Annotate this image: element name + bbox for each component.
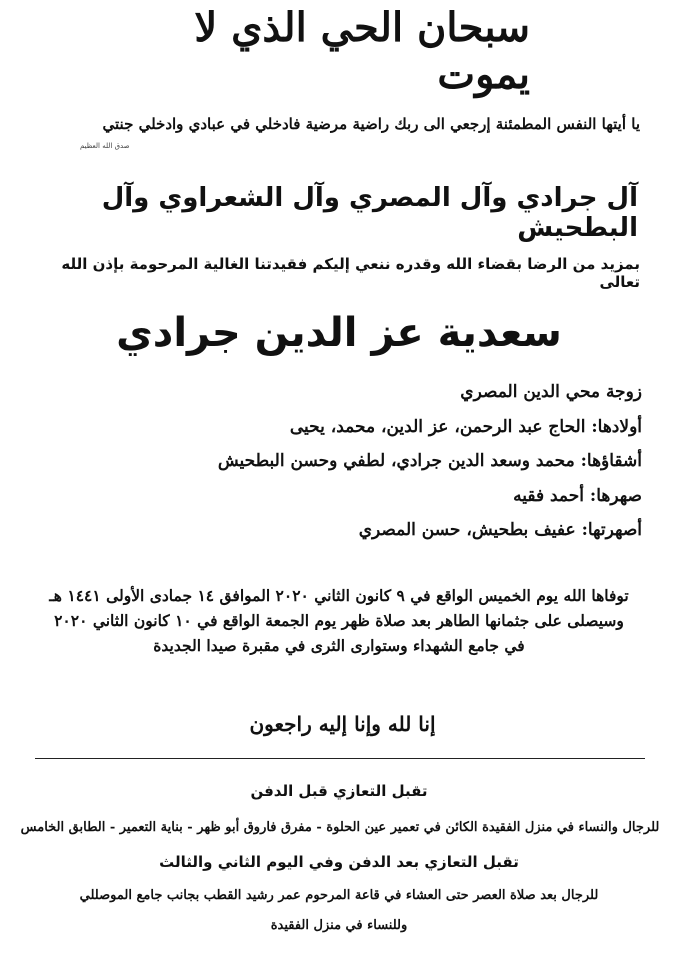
families-heading: آل جرادي وآل المصري وآل الشعراوي وآل البطحيش bbox=[101, 183, 638, 243]
funeral-prayer-line: وسيصلى على جثمانها الطاهر بعد صلاة ظهر يوم الجمعة الواقع في ١٠ كانون الثاني ٢٠٢٠ bbox=[54, 611, 624, 630]
death-date-line: توفاها الله يوم الخميس الواقع في ٩ كانون الثاني ٢٠٢٠ الموافق ١٤ جمادى الأولى ١٤٤١ هـ bbox=[49, 586, 629, 605]
verse-attribution: صدق الله العظيم bbox=[80, 142, 130, 150]
relative-line-husband: زوجة محي الدين المصري bbox=[460, 382, 642, 402]
closing-calligraphy: إنا لله وإنا إليه راجعون bbox=[249, 712, 436, 736]
death-details bbox=[0, 583, 678, 658]
burial-line: في جامع الشهداء وستوارى الثرى في مقبرة صيدا الجديدة bbox=[153, 636, 525, 655]
header-calligraphy: سبحان الحي الذي لا يموت bbox=[194, 4, 530, 98]
deceased-name: سعدية عز الدين جرادي bbox=[116, 310, 562, 356]
relative-line-son-in-law: صهرها: أحمد فقيه bbox=[513, 485, 642, 506]
condolences-after-men: للرجال بعد صلاة العصر حتى العشاء في قاعة المرحوم عمر رشيد القطب بجانب جامع الموصللي bbox=[79, 888, 599, 903]
quran-verse: يا أيتها النفس المطمئنة إرجعي الى ربك راضية مرضية فادخلي في عبادي وادخلي جنتي bbox=[102, 115, 640, 133]
divider bbox=[35, 758, 645, 759]
relative-line-children: أولادها: الحاج عبد الرحمن، عز الدين، محمد، يحيى bbox=[289, 416, 642, 437]
condolences-before-text: للرجال والنساء في منزل الفقيدة الكائن في تعمير عين الحلوة - مفرق فاروق أبو ظهر - بناية التعمير - الطابق الخامس bbox=[20, 820, 660, 835]
announcement-intro: بمزيد من الرضا بقضاء الله وقدره ننعي إليكم فقيدتنا الغالية المرحومة بإذن الله تعالى bbox=[61, 255, 640, 291]
condolences-after-women: وللنساء في منزل الفقيدة bbox=[270, 918, 408, 933]
condolences-after-title: تقبل التعازي بعد الدفن وفي اليوم الثاني والثالث bbox=[159, 853, 519, 871]
condolences-before-title: تقبل التعازي قبل الدفن bbox=[250, 782, 428, 800]
relatives-list bbox=[82, 375, 642, 548]
relative-line-in-laws: أصهرتها: عفيف بطحيش، حسن المصري bbox=[358, 520, 642, 540]
relative-line-siblings: أشقاؤها: محمد وسعد الدين جرادي، لطفي وحسن البطحيش bbox=[217, 451, 642, 471]
